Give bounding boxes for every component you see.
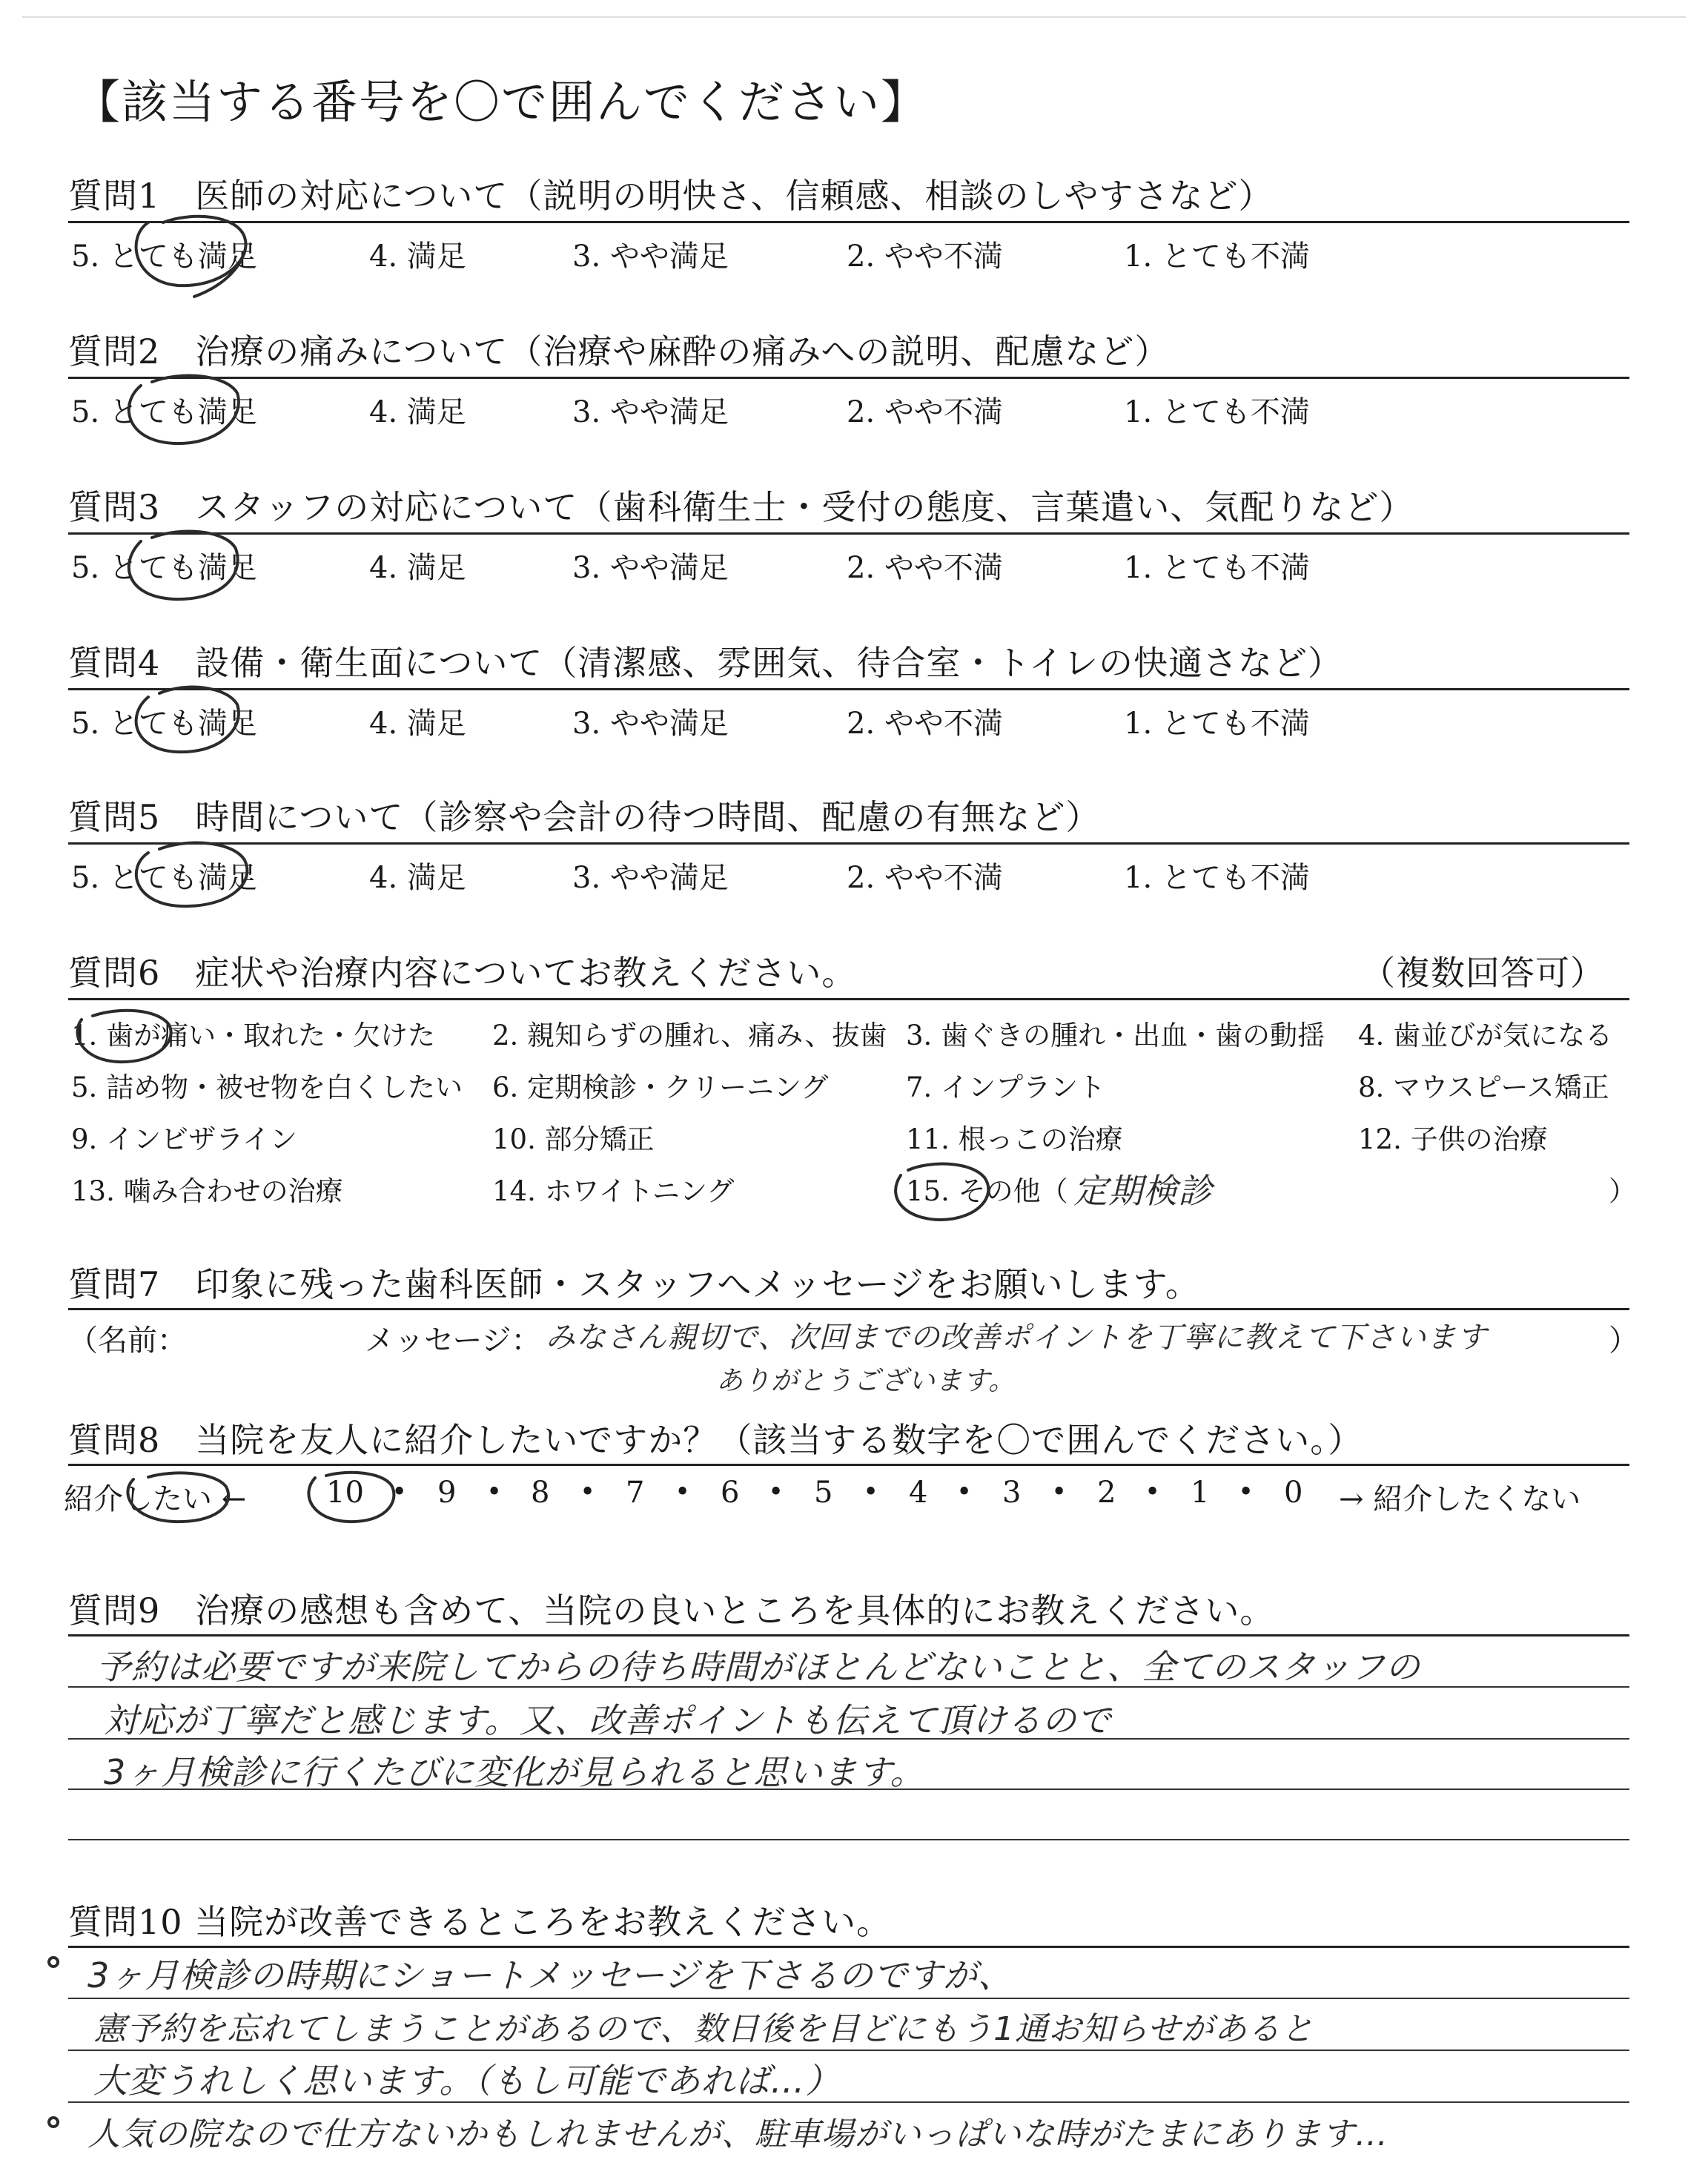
q8-scale-1[interactable]: 1 bbox=[1191, 1476, 1210, 1510]
q1-option-3[interactable]: 3. やや満足 bbox=[572, 240, 729, 274]
q6-option-11[interactable]: 11. 根っこの治療 bbox=[906, 1123, 1123, 1155]
q6-option-10[interactable]: 10. 部分矯正 bbox=[492, 1123, 655, 1155]
q6-option-2[interactable]: 2. 親知らずの腫れ、痛み、抜歯 bbox=[492, 1020, 887, 1051]
q4-option-1[interactable]: 1. とても不満 bbox=[1124, 707, 1310, 741]
q5-selection-circle bbox=[136, 843, 248, 907]
q8-scale-3[interactable]: 3 bbox=[1002, 1476, 1022, 1510]
q9-title: 質問9 治療の感想も含めて、当院の良いところを具体的にお教えください。 bbox=[68, 1591, 1275, 1631]
q7-message-label: メッセージ： bbox=[365, 1324, 541, 1358]
q6-option-15[interactable]: 15. その他（ bbox=[906, 1175, 1068, 1207]
q4-option-2[interactable]: 2. やや不満 bbox=[847, 707, 1003, 741]
q6-option-7[interactable]: 7. インプラント bbox=[906, 1071, 1106, 1103]
q6-note: （複数回答可） bbox=[1361, 953, 1605, 993]
q6-title: 質問6 症状や治療内容についてお教えください。 bbox=[68, 953, 857, 993]
q8-selection-circle-left bbox=[128, 1473, 228, 1522]
q5-option-2[interactable]: 2. やや不満 bbox=[847, 861, 1003, 895]
q8-scale-5[interactable]: 5 bbox=[814, 1476, 833, 1510]
q8-left-label: 紹介したい ← bbox=[64, 1482, 247, 1516]
q3-option-4[interactable]: 4. 満足 bbox=[369, 551, 466, 585]
q10-bullet-1 bbox=[49, 1958, 58, 1966]
q8-scale-4[interactable]: 4 bbox=[909, 1476, 928, 1510]
q8-scale-2[interactable]: 2 bbox=[1097, 1476, 1116, 1510]
q8-separator: • bbox=[391, 1477, 408, 1507]
q3-option-3[interactable]: 3. やや満足 bbox=[572, 551, 729, 585]
q2-option-5[interactable]: 5. とても満足 bbox=[71, 395, 257, 429]
q1-option-2[interactable]: 2. やや不満 bbox=[847, 240, 1003, 274]
q6-selection-circle-15 bbox=[896, 1164, 988, 1220]
q3-selection-circle bbox=[129, 532, 238, 600]
q5-option-3[interactable]: 3. やや満足 bbox=[572, 861, 729, 895]
q5-option-1[interactable]: 1. とても不満 bbox=[1124, 861, 1310, 895]
q8-scale-10[interactable]: 10 bbox=[326, 1476, 364, 1510]
q6-option-1[interactable]: 1. 歯が痛い・取れた・欠けた bbox=[71, 1020, 436, 1051]
q10-answer-line-2[interactable]: 憲予約を忘れてしまうことがあるので、数日後を目どにもう1通お知らせがあると bbox=[93, 2010, 1314, 2048]
q8-right-label: → 紹介したくない bbox=[1339, 1482, 1581, 1516]
q8-scale-7[interactable]: 7 bbox=[626, 1476, 645, 1510]
q10-answer-line-4[interactable]: 人気の院なので仕方ないかもしれませんが、駐車場がいっぱいな時がたまにあります… bbox=[87, 2116, 1388, 2153]
q8-separator: • bbox=[863, 1477, 879, 1507]
q10-bullet-2 bbox=[49, 2118, 58, 2127]
q4-option-3[interactable]: 3. やや満足 bbox=[572, 707, 729, 741]
q8-separator: • bbox=[1238, 1477, 1254, 1507]
q7-message-line-1[interactable]: みなさん親切で、次回までの改善ポイントを丁寧に教えて下さいます bbox=[546, 1321, 1488, 1355]
q6-other-answer[interactable]: 定期検診 bbox=[1073, 1171, 1213, 1211]
q8-separator: • bbox=[486, 1477, 503, 1507]
page-heading: 【該当する番号を〇で囲んでください】 bbox=[74, 75, 929, 129]
q4-option-5[interactable]: 5. とても満足 bbox=[71, 707, 257, 741]
q5-option-5[interactable]: 5. とても満足 bbox=[71, 861, 257, 895]
q4-selection-circle bbox=[136, 687, 239, 753]
q6-option-13[interactable]: 13. 噛み合わせの治療 bbox=[71, 1175, 343, 1207]
q7-close: ） bbox=[1609, 1324, 1638, 1358]
q6-option-12[interactable]: 12. 子供の治療 bbox=[1358, 1123, 1548, 1155]
q7-title: 質問7 印象に残った歯科医師・スタッフへメッセージをお願いします。 bbox=[68, 1264, 1200, 1304]
q9-answer-line-1[interactable]: 予約は必要ですが来院してからの待ち時間がほとんどないことと、全てのスタッフの bbox=[96, 1647, 1420, 1687]
q4-option-4[interactable]: 4. 満足 bbox=[369, 707, 466, 741]
q6-option-5[interactable]: 5. 詰め物・被せ物を白くしたい bbox=[71, 1071, 463, 1103]
q6-option-4[interactable]: 4. 歯並びが気になる bbox=[1358, 1020, 1613, 1051]
q6-option-3[interactable]: 3. 歯ぐきの腫れ・出血・歯の動揺 bbox=[906, 1020, 1325, 1051]
q4-title: 質問4 設備・衛生面について（清潔感、雰囲気、待合室・トイレの快適さなど） bbox=[68, 643, 1343, 683]
q8-separator: • bbox=[1145, 1477, 1161, 1507]
q6-option-6[interactable]: 6. 定期検診・クリーニング bbox=[492, 1071, 829, 1103]
q8-scale-6[interactable]: 6 bbox=[721, 1476, 740, 1510]
q5-title: 質問5 時間について（診察や会計の待つ時間、配慮の有無など） bbox=[68, 797, 1101, 837]
q6-other-close: ） bbox=[1609, 1175, 1636, 1207]
q8-scale-0[interactable]: 0 bbox=[1284, 1476, 1303, 1510]
q2-title: 質問2 治療の痛みについて（治療や麻酔の痛みへの説明、配慮など） bbox=[68, 331, 1170, 371]
q2-selection-circle bbox=[129, 376, 239, 444]
q6-selection-circle-1 bbox=[77, 1011, 171, 1062]
q2-option-4[interactable]: 4. 満足 bbox=[369, 395, 466, 429]
q10-title: 質問10 当院が改善できるところをお教えください。 bbox=[68, 1902, 892, 1942]
q6-option-14[interactable]: 14. ホワイトニング bbox=[492, 1175, 735, 1207]
q8-separator: • bbox=[1051, 1477, 1068, 1507]
q1-option-1[interactable]: 1. とても不満 bbox=[1124, 240, 1310, 274]
q1-title: 質問1 医師の対応について（説明の明快さ、信頼感、相談のしやすさなど） bbox=[68, 176, 1274, 216]
q8-separator: • bbox=[768, 1477, 784, 1507]
q6-option-9[interactable]: 9. インビザライン bbox=[71, 1123, 297, 1155]
q3-option-2[interactable]: 2. やや不満 bbox=[847, 551, 1003, 585]
q8-separator: • bbox=[675, 1477, 691, 1507]
q8-separator: • bbox=[956, 1477, 973, 1507]
q10-answer-line-3[interactable]: 大変うれしく思います。（もし可能であれば…） bbox=[93, 2061, 841, 2101]
q2-option-3[interactable]: 3. やや満足 bbox=[572, 395, 729, 429]
q9-answer-line-2[interactable]: 対応が丁寧だと感じます。又、改善ポイントも伝えて頂けるので bbox=[104, 1700, 1112, 1740]
q1-option-5[interactable]: 5. とても満足 bbox=[71, 240, 257, 274]
q3-option-1[interactable]: 1. とても不満 bbox=[1124, 551, 1310, 585]
q3-title: 質問3 スタッフの対応について（歯科衛生士・受付の態度、言葉遣い、気配りなど） bbox=[68, 487, 1414, 527]
q5-option-4[interactable]: 4. 満足 bbox=[369, 861, 466, 895]
q1-option-4[interactable]: 4. 満足 bbox=[369, 240, 466, 274]
q9-answer-line-3[interactable]: 3ヶ月検診に行くたびに変化が見られると思います。 bbox=[104, 1752, 925, 1792]
q8-scale-8[interactable]: 8 bbox=[531, 1476, 550, 1510]
q1-selection-tail bbox=[194, 252, 245, 297]
q2-option-2[interactable]: 2. やや不満 bbox=[847, 395, 1003, 429]
q8-title: 質問8 当院を友人に紹介したいですか？（該当する数字を〇で囲んでください。） bbox=[68, 1420, 1363, 1460]
q8-separator: • bbox=[580, 1477, 596, 1507]
q8-selection-circle-10 bbox=[308, 1473, 394, 1522]
q3-option-5[interactable]: 5. とても満足 bbox=[71, 551, 257, 585]
q7-message-line-2[interactable]: ありがとうございます。 bbox=[716, 1366, 1016, 1396]
q7-name-label: （名前： bbox=[68, 1324, 187, 1358]
q10-answer-line-1[interactable]: 3ヶ月検診の時期にショートメッセージを下さるのですが、 bbox=[87, 1955, 1013, 1995]
q6-option-8[interactable]: 8. マウスピース矯正 bbox=[1358, 1071, 1609, 1103]
q2-option-1[interactable]: 1. とても不満 bbox=[1124, 395, 1310, 429]
q8-scale-9[interactable]: 9 bbox=[437, 1476, 457, 1510]
